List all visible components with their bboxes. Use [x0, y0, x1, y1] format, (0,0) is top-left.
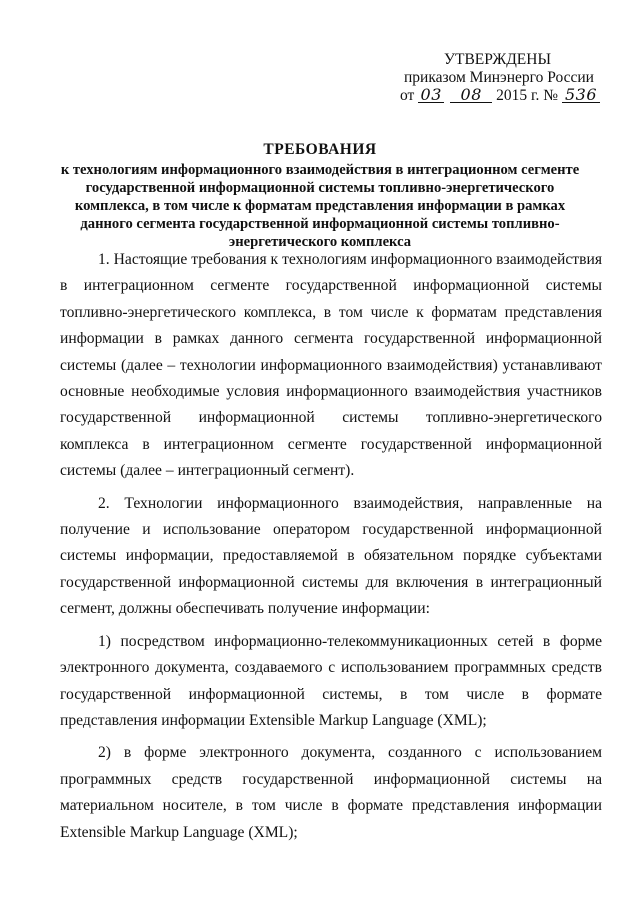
- document-heading: [60, 141, 580, 251]
- handwritten-month: 08: [450, 88, 492, 103]
- paragraph-2-item-2: 2) в форме электронного документа, созданного с использованием программных средств государственной информационной системы на материальном носителе, в том числе в формате представления информации Extensible Markup Language (XML);: [60, 744, 602, 841]
- paragraph-1: 1. Настоящие требования к технологиям информационного взаимодействия в интеграционном сегменте государственной информационной системы топливно-энергетического комплекса, в том числе к форматам представления информации в рамках данного сегмента государственной информационной системы (далее – технологии информационного взаимодействия) устанавливают основные необходимые условия информационного взаимодействия участников государственной информационной системы топливно-энергетического комплекса в интеграционном сегменте государственной информационной системы (далее – интеграционный сегмент).: [60, 251, 602, 480]
- document-subtitle: к технологиям информационного взаимодействия в интеграционном сегменте государственной информационной системы топливно-энергетического комплекса, в том числе к форматам представления информации в рамках данного сегмента государственной информационной системы топливно-энергетического комплекса: [60, 162, 580, 250]
- date-prefix: от: [400, 87, 415, 104]
- document-body: [60, 247, 602, 852]
- approval-date-line: [400, 87, 610, 105]
- handwritten-order-number: 536: [562, 88, 600, 103]
- document-title: ТРЕБОВАНИЯ: [263, 141, 377, 158]
- approval-stamp: [400, 51, 610, 105]
- paragraph-2-item-1: 1) посредством информационно-телекоммуникационных сетей в форме электронного документа, создаваемого с использованием программных средств государственной информационной системы, в том числе в формате представления информации Extensible Markup Language (XML);: [60, 632, 602, 729]
- handwritten-day: 03: [418, 88, 444, 103]
- approval-order: приказом Минэнерго России: [404, 69, 594, 86]
- paragraph-2: 2. Технологии информационного взаимодействия, направленные на получение и использование оператором государственной информационной системы информации, предоставляемой в обязательном порядке субъектами государственной информационной системы для включения в интеграционный сегмент, должны обеспечивать получение информации:: [60, 494, 602, 618]
- approval-heading: УТВЕРЖДЕНЫ: [444, 51, 551, 68]
- date-year: 2015 г. №: [496, 87, 559, 104]
